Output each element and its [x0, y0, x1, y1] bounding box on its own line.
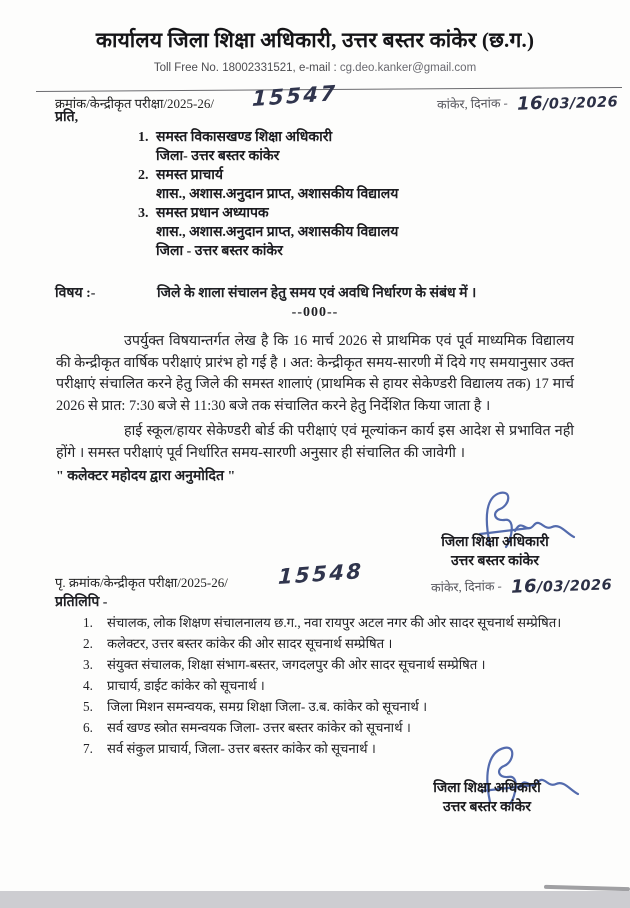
recipient-list — [138, 128, 398, 261]
handwritten-date: 16/03/2026 — [510, 575, 613, 598]
place-date-label: कांकेर, दिनांक - — [436, 96, 508, 112]
recipient-subline: जिला - उत्तर बस्तर कांकेर — [156, 244, 283, 259]
ref-number-label: क्रमांक/केन्द्रीकृत परीक्षा/2025-26/ — [55, 96, 214, 111]
recipient-subline: शास., अशास.अनुदान प्राप्त, अशासकीय विद्यालय — [156, 187, 399, 202]
body-paragraph-2: हाई स्कूल/हायर सेकेण्डरी बोर्ड की परीक्षाएं एवं मूल्यांकन कार्य इस आदेश से प्रभावित नही होंगे । समस्त परीक्षाएं पूर्व निर्धारित समय-सारणी अनुसार ही संचालित की जावेगी । — [56, 423, 574, 461]
copy-item: 6. सर्व खण्ड स्त्रोत समन्वयक जिला- उत्तर बस्तर कांकेर को सूचनार्थ । — [83, 720, 411, 735]
place-date-bottom — [431, 575, 612, 596]
copy-item: 5. जिला मिशन समन्वयक, समग्र शिक्षा जिला- उ.ब. कांकेर को सूचनार्थ । — [83, 699, 428, 714]
recipient-subline: शास., अशास.अनुदान प्राप्त, अशासकीय विद्यालय — [156, 225, 399, 240]
subject-label: विषय :- — [55, 286, 96, 301]
handwritten-outward-number: 15547 — [251, 80, 338, 112]
recipient-subline: जिला- उत्तर बस्तर कांकेर — [156, 149, 280, 164]
body-paragraph-1: उपर्युक्त विषयान्तर्गत लेख है कि 16 मार्च 2026 से प्राथमिक एवं पूर्व माध्यमिक विद्यालय की केन्द्रीकृत वार्षिक परीक्षाएं प्रारंभ हो गई है । अत: केन्द्रीकृत समय-सारणी में दिये गए समयानुसार उक्त परीक्षाएं संचालित करने हेतु जिले की समस्त शालाएं (प्राथमिक से हायर सेकेण्डरी विद्यालय तक) 17 मार्च 2026 से प्रात: 7:30 बजे से 11:30 बजे तक संचालित करने हेतु निर्देशित किया जाता है । — [56, 333, 574, 414]
copy-item: 7. सर्व संकुल प्राचार्य, जिला- उत्तर बस्तर कांकेर को सूचनार्थ । — [83, 741, 376, 756]
signatory-designation: जिला शिक्षा अधिकारी — [433, 781, 541, 796]
tollfree-line — [0, 62, 630, 74]
place-date-top — [437, 92, 618, 113]
subject-separator: --000-- — [291, 305, 339, 320]
signatory-district: उत्तर बस्तर कांकेर — [442, 800, 532, 815]
to-label: प्रति, — [55, 110, 79, 125]
subject-text: जिले के शाला संचालन हेतु समय एवं अवधि निर्धारण के संबंध में । — [156, 286, 477, 301]
copy-item: 1. संचालक, लोक शिक्षण संचालनालय छ.ग., नवा रायपुर अटल नगर की ओर सादर सूचनार्थ सम्प्रेषित। — [83, 615, 562, 630]
signatory-block-top — [390, 533, 600, 571]
signatory-designation: जिला शिक्षा अधिकारी — [441, 535, 549, 550]
handwritten-date: 16/03/2026 — [516, 92, 619, 115]
approved-note: " कलेक्टर महोदय द्वारा अनुमोदित " — [56, 469, 236, 484]
handwritten-endorsement-number: 15548 — [277, 558, 364, 590]
copy-to-label: प्रतिलिपि - — [55, 595, 108, 610]
email-text: cg.deo.kanker@gmail.com — [339, 62, 477, 74]
scan-edge-strip — [0, 891, 630, 908]
signatory-district: उत्तर बस्तर कांकेर — [450, 554, 540, 569]
copy-list — [83, 612, 618, 759]
tollfree-text: Toll Free No. 18002331521, e-mail : — [153, 62, 340, 74]
office-title: कार्यालय जिला शिक्षा अधिकारी, उत्तर बस्तर कांकेर (छ.ग.) — [95, 28, 535, 52]
subject-row — [55, 283, 590, 302]
copy-item: 2. कलेक्टर, उत्तर बस्तर कांकेर की ओर सादर सूचनार्थ सम्प्रेषित । — [83, 636, 393, 651]
recipient-item: 3. समस्त प्रधान अध्यापक — [138, 206, 269, 221]
signatory-block-bottom — [382, 779, 592, 817]
recipient-item: 1. समस्त विकासखण्ड शिक्षा अधिकारी — [138, 130, 333, 145]
copy-item: 4. प्राचार्य, डाईट कांकेर को सूचनार्थ । — [83, 678, 265, 693]
place-date-label: कांकेर, दिनांक - — [430, 579, 502, 595]
copy-item: 3. संयुक्त संचालक, शिक्षा संभाग-बस्तर, जगदलपुर की ओर सादर सूचनार्थ सम्प्रेषित । — [83, 657, 486, 672]
recipient-item: 2. समस्त प्राचार्य — [138, 168, 223, 183]
endorsement-ref-label: पृ. क्रमांक/केन्द्रीकृत परीक्षा/2025-26/ — [55, 575, 228, 590]
